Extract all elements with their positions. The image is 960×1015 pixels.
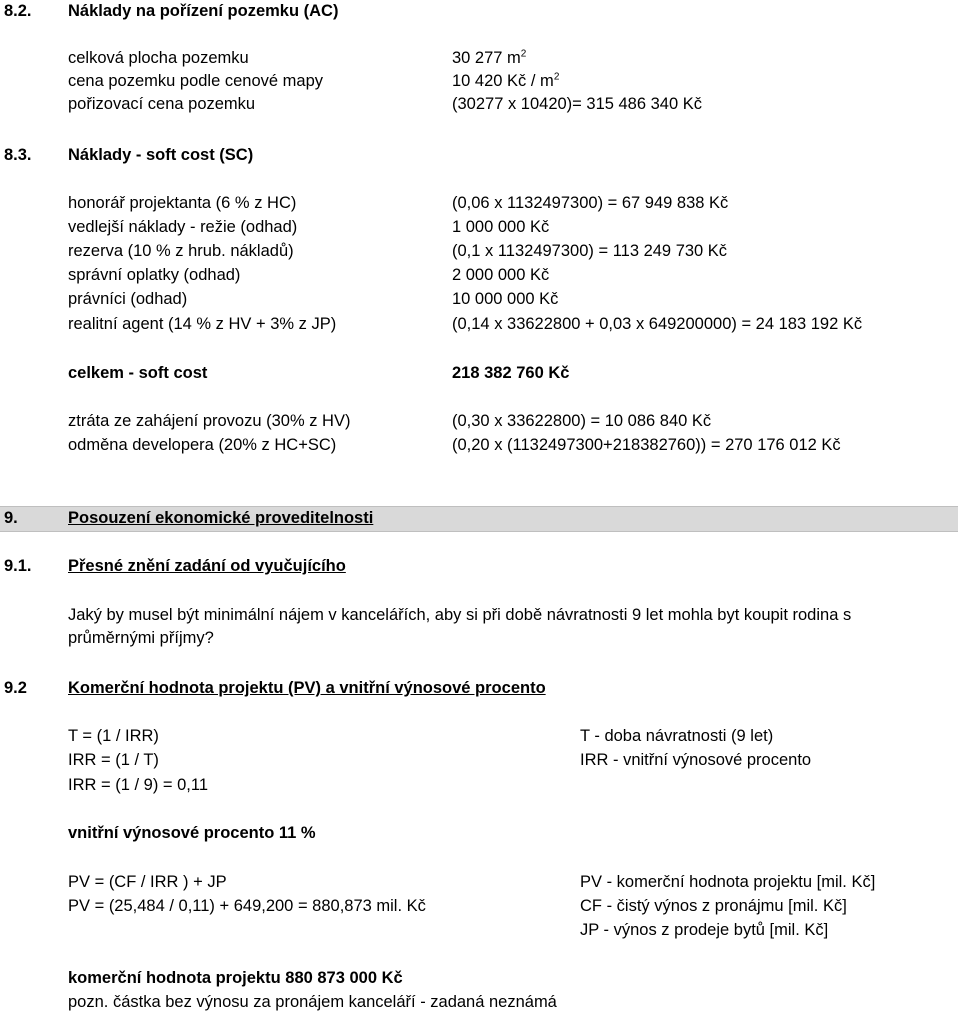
pv-legend-line: PV - komerční hodnota projektu [mil. Kč] [580, 873, 876, 891]
assignment-text-line1: Jaký by musel být minimální nájem v kancelářích, aby si při době návratnosti 9 let mohla byt koupit rodina s [68, 606, 852, 624]
acquisition-cost-value: (30277 x 10420)= 315 486 340 Kč [452, 95, 702, 113]
developer-fee-value: (0,20 x (1132497300+218382760)) = 270 176 012 Kč [452, 436, 841, 454]
section-9-number: 9. [4, 509, 18, 527]
project-value-result: komerční hodnota projektu 880 873 000 Kč [68, 969, 403, 987]
land-area-label: celková plocha pozemku [68, 49, 249, 67]
soft-cost-total-value: 218 382 760 Kč [452, 364, 570, 382]
section-9-1-number: 9.1. [4, 557, 32, 575]
section-9-1-title: Přesné znění zadání od vyučujícího [68, 557, 346, 575]
section-8-2-title: Náklady na pořízení pozemku (AC) [68, 2, 339, 20]
irr-result: vnitřní výnosové procento 11 % [68, 824, 316, 842]
land-price-label: cena pozemku podle cenové mapy [68, 72, 323, 90]
soft-cost-row-value: 1 000 000 Kč [452, 218, 550, 236]
section-9-2-title: Komerční hodnota projektu (PV) a vnitřní výnosové procento [68, 679, 546, 697]
soft-cost-row-value: (0,1 x 1132497300) = 113 249 730 Kč [452, 242, 728, 260]
startup-loss-value: (0,30 x 33622800) = 10 086 840 Kč [452, 412, 712, 430]
soft-cost-row-value: 10 000 000 Kč [452, 290, 559, 308]
soft-cost-row-label: vedlejší náklady - režie (odhad) [68, 218, 298, 236]
soft-cost-row-value: (0,06 x 1132497300) = 67 949 838 Kč [452, 194, 729, 212]
legend-line: T - doba návratnosti (9 let) [580, 727, 774, 745]
acquisition-cost-label: pořizovací cena pozemku [68, 95, 256, 113]
pv-formula-line: PV = (CF / IRR ) + JP [68, 873, 227, 891]
pv-formula-line: PV = (25,484 / 0,11) + 649,200 = 880,873 mil. Kč [68, 897, 426, 915]
formula-line: T = (1 / IRR) [68, 727, 159, 745]
section-9-title: Posouzení ekonomické proveditelnosti [68, 509, 374, 527]
startup-loss-label: ztráta ze zahájení provozu (30% z HV) [68, 412, 351, 430]
land-price-value: 10 420 Kč / $m^2$ [452, 71, 560, 90]
land-area-value: 30 277 $m^2$ [452, 48, 527, 67]
soft-cost-row-value: (0,14 x 33622800 + 0,03 x 649200000) = 24 183 192 Kč [452, 315, 863, 333]
soft-cost-row-label: právníci (odhad) [68, 290, 188, 308]
formula-line: IRR = (1 / T) [68, 751, 159, 769]
assignment-text-line2: průměrnými příjmy? [68, 629, 214, 647]
section-8-2-number: 8.2. [4, 2, 32, 20]
note-text: pozn. částka bez výnosu za pronájem kanceláří - zadaná neznámá [68, 993, 557, 1011]
section-8-3-number: 8.3. [4, 146, 32, 164]
developer-fee-label: odměna developera (20% z HC+SC) [68, 436, 337, 454]
soft-cost-row-value: 2 000 000 Kč [452, 266, 550, 284]
soft-cost-total-label: celkem - soft cost [68, 364, 208, 382]
soft-cost-row-label: správní oplatky (odhad) [68, 266, 241, 284]
legend-line: IRR - vnitřní výnosové procento [580, 751, 812, 769]
soft-cost-row-label: honorář projektanta (6 % z HC) [68, 194, 297, 212]
soft-cost-row-label: realitní agent (14 % z HV + 3% z JP) [68, 315, 337, 333]
section-9-2-number: 9.2 [4, 679, 27, 697]
soft-cost-row-label: rezerva (10 % z hrub. nákladů) [68, 242, 294, 260]
pv-legend-line: JP - výnos z prodeje bytů [mil. Kč] [580, 921, 829, 939]
pv-legend-line: CF - čistý výnos z pronájmu [mil. Kč] [580, 897, 847, 915]
section-8-3-title: Náklady - soft cost (SC) [68, 146, 254, 164]
formula-line: IRR = (1 / 9) = 0,11 [68, 776, 209, 794]
